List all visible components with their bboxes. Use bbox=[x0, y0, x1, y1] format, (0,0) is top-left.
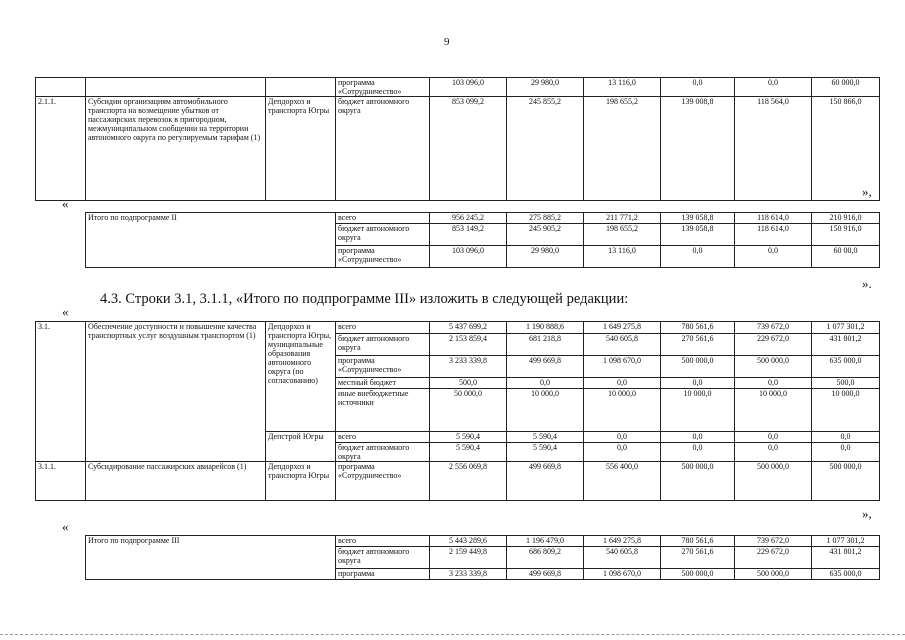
table-cell: 431 801,2 bbox=[812, 334, 880, 356]
table-cell: бюджет автономного округа bbox=[336, 334, 430, 356]
table-cell: 198 655,2 bbox=[584, 97, 661, 201]
table-cell: 3.1.1. bbox=[36, 462, 86, 501]
open-quote: « bbox=[62, 196, 69, 211]
row-name: Обеспечение доступности и повышение качества транспортных услуг воздушным транспортом (1) bbox=[86, 322, 266, 462]
table-cell: 1 077 301,2 bbox=[812, 322, 880, 334]
executor: Депдорхоз и транспорта Югры, муниципальные образования автономного округа (по согласованию) bbox=[266, 322, 336, 432]
total-title: Итого по подпрограмме III bbox=[86, 536, 336, 580]
table-row bbox=[36, 322, 880, 334]
table-cell: 103 096,0 bbox=[430, 78, 507, 97]
table-cell: 739 672,0 bbox=[735, 322, 812, 334]
table-cell: 0,0 bbox=[661, 378, 735, 389]
table-total-subprogram-3 bbox=[85, 535, 880, 580]
table-cell: программа «Сотрудничество» bbox=[336, 356, 430, 378]
table-cell: 635 000,0 bbox=[812, 356, 880, 378]
table-cell: 780 561,6 bbox=[661, 536, 735, 547]
table-cell: 686 809,2 bbox=[507, 547, 584, 569]
table-cell: 5 590,4 bbox=[507, 432, 584, 443]
table-cell: 499 669,8 bbox=[507, 569, 584, 580]
table-cell: бюджет автономного округа bbox=[336, 547, 430, 569]
table-cell: 499 669,8 bbox=[507, 462, 584, 501]
table-cell: 1 196 479,0 bbox=[507, 536, 584, 547]
table-cell: бюджет автономного округа bbox=[336, 97, 430, 201]
table-cell: 681 218,8 bbox=[507, 334, 584, 356]
table-cell: 118 614,0 bbox=[735, 224, 812, 246]
table-cell: 10 000,0 bbox=[507, 389, 584, 432]
table-cell: 10 000,0 bbox=[584, 389, 661, 432]
table-cell: 2 556 069,8 bbox=[430, 462, 507, 501]
table-cell: 956 245,2 bbox=[430, 213, 507, 224]
table-cell bbox=[36, 78, 86, 97]
table-cell: 0,0 bbox=[735, 246, 812, 268]
table-cell: 118 614,0 bbox=[735, 213, 812, 224]
table-cell: 0,0 bbox=[735, 78, 812, 97]
scan-edge bbox=[0, 634, 905, 636]
table-cell: 556 400,0 bbox=[584, 462, 661, 501]
table-cell: 10 000,0 bbox=[735, 389, 812, 432]
table-cell: 500 000,0 bbox=[661, 462, 735, 501]
table-cell: программа «Сотрудничество» bbox=[336, 462, 430, 501]
table-cell bbox=[86, 78, 266, 97]
table-cell: 500 000,0 bbox=[735, 569, 812, 580]
table-cell: 1 098 670,0 bbox=[584, 356, 661, 378]
table-cell: 540 605,8 bbox=[584, 334, 661, 356]
table-cell: 500,0 bbox=[430, 378, 507, 389]
table-cell: 0,0 bbox=[735, 432, 812, 443]
table-cell: Субсидирование пассажирских авиарейсов (1) bbox=[86, 462, 266, 501]
table-cell: 0,0 bbox=[584, 378, 661, 389]
table-cell: 50 000,0 bbox=[430, 389, 507, 432]
table-cell: 5 590,4 bbox=[430, 443, 507, 462]
table-cell: Депдорхоз и транспорта Югры bbox=[266, 97, 336, 201]
table-cell: 500 000,0 bbox=[661, 356, 735, 378]
table-cell: всего bbox=[336, 536, 430, 547]
table-row bbox=[36, 78, 880, 97]
table-cell: 1 098 670,0 bbox=[584, 569, 661, 580]
table-cell: 2 159 449,8 bbox=[430, 547, 507, 569]
table-cell: 211 771,2 bbox=[584, 213, 661, 224]
table-cell: 118 564,0 bbox=[735, 97, 812, 201]
table-cell: 635 000,0 bbox=[812, 569, 880, 580]
table-cell: 60 00,0 bbox=[812, 246, 880, 268]
table-cell: 853 099,2 bbox=[430, 97, 507, 201]
table-cell: 198 655,2 bbox=[584, 224, 661, 246]
table-cell: 229 672,0 bbox=[735, 334, 812, 356]
table-cell: 0,0 bbox=[661, 246, 735, 268]
table-cell: 5 590,4 bbox=[430, 432, 507, 443]
section-heading: 4.3. Строки 3.1, 3.1.1, «Итого по подпрограмме III» изложить в следующей редакции: bbox=[100, 291, 629, 307]
table-cell: 5 590,4 bbox=[507, 443, 584, 462]
table-cell: всего bbox=[336, 432, 430, 443]
table-cell: 0,0 bbox=[735, 378, 812, 389]
table-cell: 5 443 289,6 bbox=[430, 536, 507, 547]
table-cell: 29 980,0 bbox=[507, 246, 584, 268]
table-cell: 499 669,8 bbox=[507, 356, 584, 378]
table-cell: 500 000,0 bbox=[735, 462, 812, 501]
table-cell: 275 885,2 bbox=[507, 213, 584, 224]
table-cell: бюджет автономного округа bbox=[336, 443, 430, 462]
table-cell: 13 116,0 bbox=[584, 78, 661, 97]
table-cell: 0,0 bbox=[661, 432, 735, 443]
table-row bbox=[36, 97, 880, 201]
table-cell: 431 801,2 bbox=[812, 547, 880, 569]
table-cell: 540 605,8 bbox=[584, 547, 661, 569]
table-total-subprogram-2 bbox=[85, 212, 880, 268]
table-cell: 500,0 bbox=[812, 378, 880, 389]
table-cell: 5 437 699,2 bbox=[430, 322, 507, 334]
table-cell bbox=[266, 78, 336, 97]
open-quote: « bbox=[62, 304, 69, 319]
table-cell: всего bbox=[336, 322, 430, 334]
table-cell: 150 916,0 bbox=[812, 224, 880, 246]
table-row bbox=[86, 213, 880, 224]
table-cell: 739 672,0 bbox=[735, 536, 812, 547]
table-cell: 139 058,8 bbox=[661, 213, 735, 224]
table-cell: иные внебюджетные источники bbox=[336, 389, 430, 432]
table-cell: программа «Сотрудничество» bbox=[336, 78, 430, 97]
table-cell: 0,0 bbox=[584, 443, 661, 462]
table-cell: 270 561,6 bbox=[661, 334, 735, 356]
table-cell: 139 058,8 bbox=[661, 224, 735, 246]
table-cell: 0,0 bbox=[735, 443, 812, 462]
open-quote: « bbox=[62, 519, 69, 534]
table-cell: 150 866,0 bbox=[812, 97, 880, 201]
table-cell: 210 916,0 bbox=[812, 213, 880, 224]
table-cell: 0,0 bbox=[812, 432, 880, 443]
table-cell: 1 190 888,6 bbox=[507, 322, 584, 334]
table-cell: 1 649 275,8 bbox=[584, 322, 661, 334]
table-cell: 780 561,6 bbox=[661, 322, 735, 334]
table-cell: местный бюджет bbox=[336, 378, 430, 389]
table-cell: 103 096,0 bbox=[430, 246, 507, 268]
table-cell: 245 855,2 bbox=[507, 97, 584, 201]
table-cell: 0,0 bbox=[507, 378, 584, 389]
table-cell: 0,0 bbox=[661, 443, 735, 462]
table-cell: 0,0 bbox=[584, 432, 661, 443]
table-cell: 3 233 339,8 bbox=[430, 569, 507, 580]
table-cell: 2.1.1. bbox=[36, 97, 86, 201]
table-cell: 10 000,0 bbox=[661, 389, 735, 432]
table-cell: Депдорхоз и транспорта Югры bbox=[266, 462, 336, 501]
table-cell: 1 649 275,8 bbox=[584, 536, 661, 547]
table-cell: всего bbox=[336, 213, 430, 224]
table-cell: бюджет автономного округа bbox=[336, 224, 430, 246]
table-cell: 0,0 bbox=[812, 443, 880, 462]
table-cell: 2 153 859,4 bbox=[430, 334, 507, 356]
close-quote: ». bbox=[862, 276, 872, 291]
table-cell: программа «Сотрудничество» bbox=[336, 246, 430, 268]
table-cell: 500 000,0 bbox=[812, 462, 880, 501]
table-row bbox=[36, 462, 880, 501]
table-row bbox=[86, 536, 880, 547]
table-cell: Субсидии организациям автомобильного транспорта на возмещение убытков от пассажирских перевозок в пригородном, межмуниципальном сообщении на территории автономного округа по регулируемым тарифам (1) bbox=[86, 97, 266, 201]
table-cell: 0,0 bbox=[661, 78, 735, 97]
table-cell: 1 077 301,2 bbox=[812, 536, 880, 547]
table-cell: 139 008,8 bbox=[661, 97, 735, 201]
table-subprogram-2-rows bbox=[35, 77, 880, 201]
table-cell: 245 905,2 bbox=[507, 224, 584, 246]
table-cell: 10 000,0 bbox=[812, 389, 880, 432]
executor: Депстрой Югры bbox=[266, 432, 336, 462]
page-number: 9 bbox=[444, 36, 450, 48]
table-cell: 60 000,0 bbox=[812, 78, 880, 97]
row-number: 3.1. bbox=[36, 322, 86, 462]
table-cell: программа bbox=[336, 569, 430, 580]
table-cell: 229 672,0 bbox=[735, 547, 812, 569]
close-quote: », bbox=[862, 184, 872, 199]
table-cell: 853 149,2 bbox=[430, 224, 507, 246]
table-cell: 13 116,0 bbox=[584, 246, 661, 268]
table-cell: 270 561,6 bbox=[661, 547, 735, 569]
table-cell: 500 000,0 bbox=[735, 356, 812, 378]
table-subprogram-3-rows bbox=[35, 321, 880, 501]
close-quote: », bbox=[862, 506, 872, 521]
total-title: Итого по подпрограмме II bbox=[86, 213, 336, 268]
table-cell: 29 980,0 bbox=[507, 78, 584, 97]
table-cell: 3 233 339,8 bbox=[430, 356, 507, 378]
table-cell: 500 000,0 bbox=[661, 569, 735, 580]
